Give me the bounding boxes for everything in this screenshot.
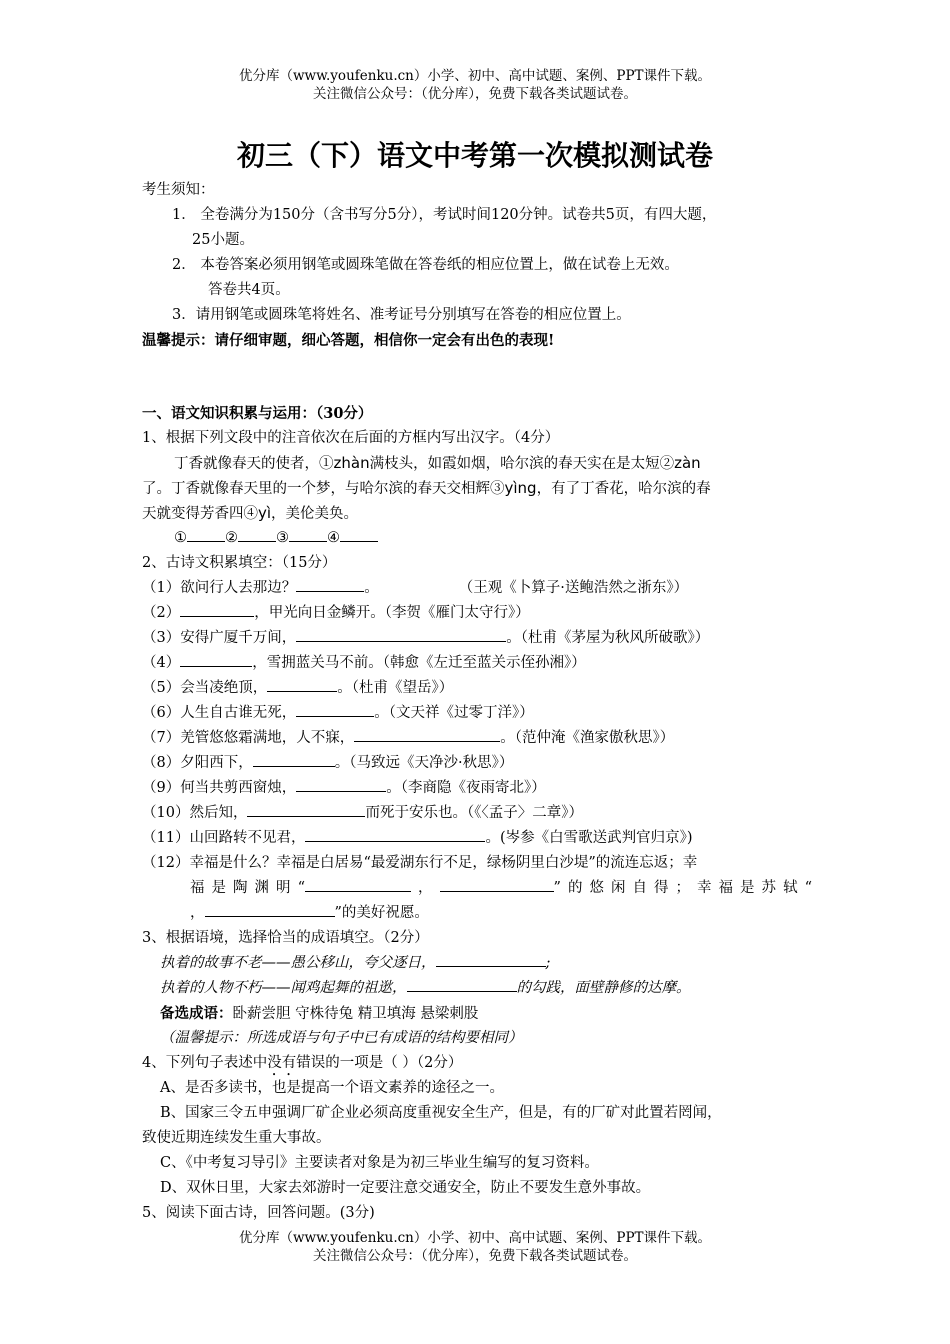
answer-blank[interactable] bbox=[436, 951, 546, 967]
q2-line-4: （4） ，雪拥蓝关马不前。（韩愈《左迁至蓝关示侄孙湘》） bbox=[142, 651, 812, 676]
q4-option-a: A、是否多读书，也是提高一个语文素养的途径之一。 bbox=[160, 1080, 504, 1096]
q1-passage-line-3: 天就变得芳香四④yì，美伦美奂。 bbox=[142, 504, 359, 522]
pinyin-1: zhàn bbox=[333, 454, 370, 472]
q2-line-8: （8）夕阳西下， 。（马致远《天净沙·秋思》） bbox=[142, 751, 812, 776]
answer-blank-3[interactable] bbox=[289, 526, 327, 542]
answer-blank[interactable] bbox=[407, 976, 517, 992]
q2-line-5: （5）会当凌绝顶， 。（杜甫《望岳》） bbox=[142, 676, 812, 701]
q4-option-c: C、《中考复习导引》主要读者对象是为初三毕业生编写的复习资料。 bbox=[160, 1155, 599, 1171]
q4-stem: 4、下列句子表述中没有错误的一项是（ ）（2分） bbox=[142, 1055, 463, 1071]
answer-blank[interactable] bbox=[305, 826, 485, 842]
q2-line-6: （6）人生自古谁无死， 。（文天祥《过零丁洋》） bbox=[142, 701, 812, 726]
notice-item-1-cont: 25小题。 bbox=[192, 232, 254, 248]
answer-blank[interactable] bbox=[296, 776, 386, 792]
footer-line-1: 优分库（www.youfenku.cn）小学、初中、高中试题、案例、PPT课件下载。 bbox=[238, 1230, 712, 1246]
pinyin-3: yìng bbox=[504, 479, 537, 497]
answer-blank[interactable] bbox=[247, 801, 365, 817]
q2-line-1: （1）欲问行人去那边？ 。 （王观《卜算子·送鲍浩然之浙东》） bbox=[142, 576, 812, 601]
q5-stem: 5、阅读下面古诗，回答问题。(3分) bbox=[142, 1205, 375, 1221]
q2-line-3: （3）安得广厦千万间， 。（杜甫《茅屋为秋风所破歌》） bbox=[142, 626, 812, 651]
answer-blank[interactable] bbox=[180, 601, 254, 617]
q1-answer-blanks: ① ② ③ ④ bbox=[142, 526, 812, 551]
header-line-1: 优分库（www.youfenku.cn）小学、初中、高中试题、案例、PPT课件下载。 bbox=[238, 68, 712, 84]
page-footer bbox=[0, 1229, 950, 1265]
answer-blank[interactable] bbox=[180, 651, 252, 667]
q2-stem: 2、古诗文积累填空：（15分） bbox=[142, 555, 337, 571]
footer-line-2: 关注微信公众号：（优分库），免费下载各类试题试卷。 bbox=[313, 1248, 637, 1264]
section-1-heading: 一、语文知识积累与运用：（30分） bbox=[142, 405, 373, 422]
header-line-2: 关注微信公众号：（优分库），免费下载各类试题试卷。 bbox=[313, 86, 637, 102]
notice-item-3: 3．请用钢笔或圆珠笔将姓名、准考证号分别填写在答卷的相应位置上。 bbox=[172, 307, 631, 323]
notice-tip: 温馨提示：请仔细审题，细心答题，相信你一定会有出色的表现! bbox=[142, 332, 555, 349]
answer-blank-1[interactable] bbox=[187, 526, 225, 542]
notice-item-2-cont: 答卷共4页。 bbox=[208, 282, 290, 298]
page-title: 初三（下）语文中考第一次模拟测试卷 bbox=[236, 139, 713, 172]
emphasis-dots: 没有 bbox=[267, 1055, 297, 1071]
answer-blank[interactable] bbox=[253, 751, 335, 767]
q2-line-7: （7）羌管悠悠霜满地，人不寐， 。（范仲淹《渔家傲秋思》） bbox=[142, 726, 812, 751]
answer-blank[interactable] bbox=[296, 626, 506, 642]
answer-blank[interactable] bbox=[205, 901, 335, 917]
q3-hint: （温馨提示：所选成语与句子中已有成语的结构要相同） bbox=[160, 1030, 523, 1046]
q2-line-2: （2） ，甲光向日金鳞开。（李贺《雁门太守行》） bbox=[142, 601, 812, 626]
q4-option-b: B、国家三令五申强调厂矿企业必须高度重视安全生产，但是，有的厂矿对此置若罔闻， bbox=[160, 1105, 722, 1121]
answer-blank[interactable] bbox=[267, 676, 337, 692]
answer-blank[interactable] bbox=[440, 876, 554, 892]
pinyin-2: zàn bbox=[674, 454, 701, 472]
q4-option-b-cont: 致使近期连续发生重大事故。 bbox=[142, 1130, 331, 1146]
answer-blank[interactable] bbox=[296, 701, 374, 717]
answer-blank[interactable] bbox=[354, 726, 500, 742]
q2-line-11: （11）山回路转不见君， 。(岑参《白雪歌送武判官归京》) bbox=[142, 826, 812, 851]
q3-options: 备选成语：卧薪尝胆 守株待兔 精卫填海 悬梁刺股 bbox=[160, 1005, 479, 1022]
document-body bbox=[142, 178, 812, 1226]
notice-item-2: 2． 本卷答案必须用钢笔或圆珠笔做在答卷纸的相应位置上，做在试卷上无效。 bbox=[172, 257, 679, 273]
q3-stem: 3、根据语境，选择恰当的成语填空。（2分） bbox=[142, 930, 429, 946]
q2-line-10: （10）然后知， 而死于安乐也。（《〈孟子〉二章》） bbox=[142, 801, 812, 826]
pinyin-4: yì bbox=[258, 504, 272, 522]
q4-option-d: D、双休日里，大家去郊游时一定要注意交通安全，防止不要发生意外事故。 bbox=[160, 1180, 651, 1196]
q3-sentence-1: 执着的故事不老——愚公移山，夸父逐日， ; bbox=[142, 951, 812, 976]
notice-item-1: 1． 全卷满分为150分（含书写分5分），考试时间120分钟。试卷共5页，有四大题， bbox=[172, 207, 717, 223]
page-header bbox=[0, 67, 950, 103]
answer-blank[interactable] bbox=[296, 576, 364, 592]
q3-sentence-2: 执着的人物不朽——闻鸡起舞的祖逖， 的勾践，面壁静修的达摩。 bbox=[142, 976, 812, 1001]
q2-line-9: （9）何当共剪西窗烛， 。（李商隐《夜雨寄北》） bbox=[142, 776, 812, 801]
q1-passage-line-2: 了。丁香就像春天里的一个梦，与哈尔滨的春天交相辉③yìng，有了丁香花，哈尔滨的春 bbox=[142, 479, 711, 497]
answer-blank-2[interactable] bbox=[238, 526, 276, 542]
notice-heading: 考生须知： bbox=[142, 182, 215, 198]
q1-stem: 1、根据下列文段中的注音依次在后面的方框内写出汉字。（4分） bbox=[142, 430, 560, 446]
q1-passage-line-1: 丁香就像春天的使者，①zhàn满枝头，如霞如烟，哈尔滨的春天实在是太短②zàn bbox=[174, 454, 701, 472]
answer-blank-4[interactable] bbox=[340, 526, 378, 542]
q2-line-12: （12）幸福是什么？幸福是白居易“最爱湖东行不足，绿杨阴里白沙堤”的流连忘返；幸 bbox=[142, 855, 698, 871]
answer-blank[interactable] bbox=[305, 876, 411, 892]
q2-line-12-cont: 福是陶渊明“ ， ”的悠闲自得；幸福是苏轼“ bbox=[142, 876, 812, 901]
q2-line-12-end: ， ”的美好祝愿。 bbox=[142, 901, 812, 926]
